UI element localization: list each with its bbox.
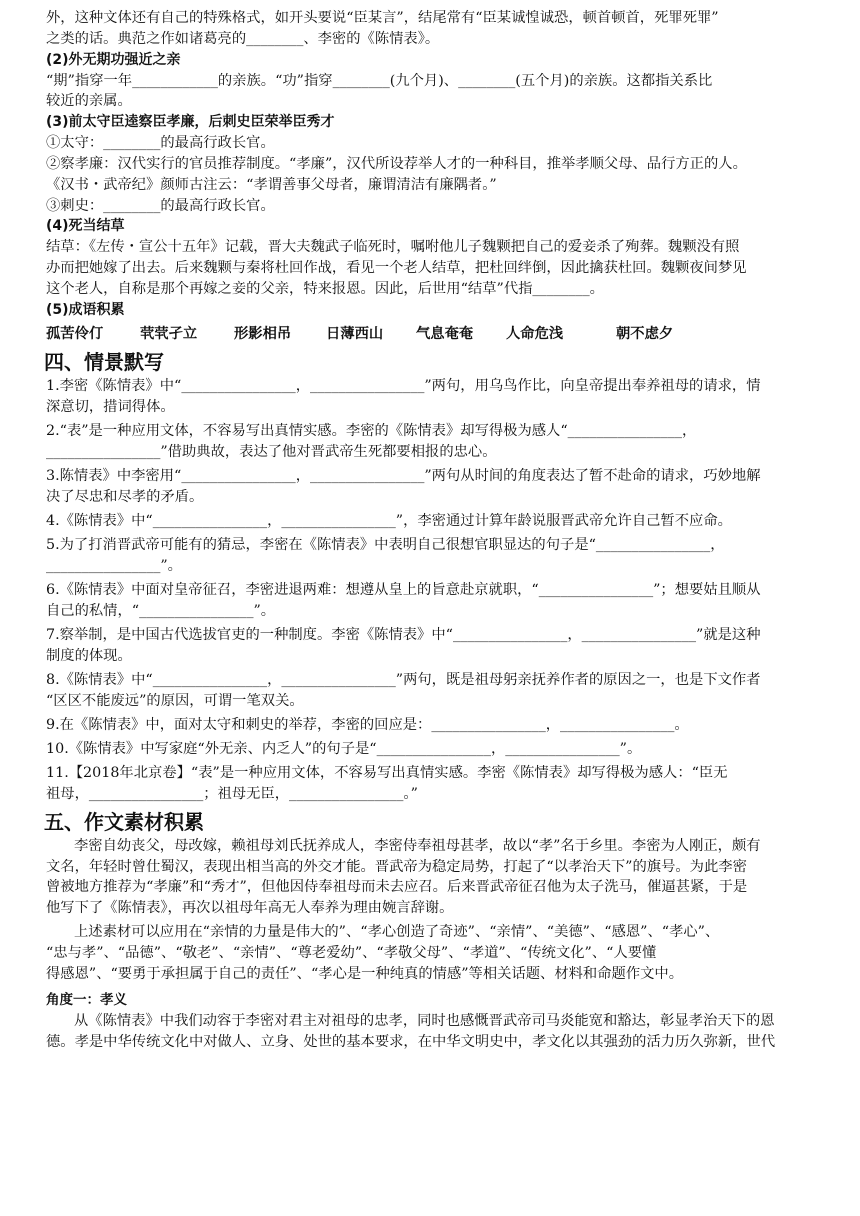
question-line: 深意切，措词得体。	[46, 398, 175, 415]
question-line: 8.《陈情表》中“________________，________________”两句，既是祖母躬亲抚养作者的原因之一，也是下文作者	[46, 671, 761, 688]
question-line: ________________”借助典故，表达了他对晋武帝生死都要相报的忠心。	[46, 443, 497, 460]
text-line: 德。孝是中华传统文化中对做人、立身、处世的基本要求，在中华文明史中，孝文化以其强劲的活力历久弥新，世代	[46, 1034, 776, 1051]
question-line: 6.《陈情表》中面对皇帝征召，李密进退两难：想遵从皇上的旨意赴京就职，“________________”；想要姑且顺从	[46, 581, 761, 598]
idiom: 人命危浅	[506, 325, 564, 342]
question-line: 祖母，________________；祖母无臣，________________。”	[46, 785, 418, 802]
text-line: 曾被地方推荐为“孝廉”和“秀才”，但他因侍奉祖母而未去应召。后来晋武帝征召他为太子洗马，催逼甚紧，于是	[46, 879, 748, 896]
subheading-5: (5)成语积累	[46, 301, 125, 318]
idiom: 形影相吊	[234, 325, 292, 342]
text-line: “期”指穿一年____________的亲族。“功”指穿________(九个月)、________(五个月)的亲族。这都指关系比	[46, 72, 713, 89]
paragraph-biao-format	[46, 8, 822, 50]
text-line: 他写下了《陈情表》，再次以祖母年高无人奉养为理由婉言辞谢。	[46, 900, 454, 917]
text-line: 结草：《左传・宣公十五年》记载，晋大夫魏武子临死时，嘱咐他儿子魏颗把自己的爱妾杀了殉葬。魏颗没有照	[46, 239, 740, 256]
question-line: ________________”。	[46, 557, 182, 574]
material-paragraph	[46, 836, 822, 919]
text-line: 文名，年轻时曾仕蜀汉，表现出相当高的外交才能。晋武帝为稳定局势，打起了“以孝治天下”的旗号。为此李密	[46, 858, 747, 875]
question-line: 10.《陈情表》中写家庭“外无亲、内乏人”的句子是“________________，________________”。	[46, 740, 642, 757]
question-line: 9.在《陈情表》中，面对太守和刺史的举荐，李密的回应是：________________，________________。	[46, 716, 689, 733]
text-line: 上述素材可以应用在“亲情的力量是伟大的”、“孝心创造了奇迹”、“亲情”、“美德”、“感恩”、“孝心”、	[74, 923, 720, 940]
dictation-questions	[46, 376, 822, 805]
question-line: 3.陈情表》中李密用“________________，________________”两句从时间的角度表达了暂不赴命的请求，巧妙地解	[46, 467, 761, 484]
text-line: 外，这种文体还有自己的特殊格式，如开头要说“臣某言”，结尾常有“臣某诚惶诚恐，顿首顿首，死罪死罪”	[46, 10, 719, 26]
question-line: 决了尽忠和尽孝的矛盾。	[46, 488, 204, 505]
angle-paragraph	[46, 1011, 822, 1053]
subheading-4: (4)死当结草	[46, 218, 125, 235]
text-line: ③刺史：________的最高行政长官。	[46, 197, 275, 214]
text-line: 得感恩”、“要勇于承担属于自己的责任”、“孝心是一种纯真的情感”等相关话题、材料和命题作文中。	[46, 965, 684, 982]
text-line: 李密自幼丧父，母改嫁，赖祖母刘氏抚养成人，李密侍奉祖母甚孝，故以“孝”名于乡里。李密为人刚正，颇有	[74, 837, 761, 854]
idiom: 日薄西山	[326, 325, 384, 342]
question-line: 1.李密《陈情表》中“________________，________________”两句，用乌鸟作比，向皇帝提出奉养祖母的请求，情	[46, 377, 761, 394]
question-line: “区区不能废远”的原因，可谓一笔双关。	[46, 692, 304, 709]
idiom: 气息奄奄	[416, 325, 474, 342]
question-line: 2.“表”是一种应用文体，不容易写出真情实感。李密的《陈情表》却写得极为感人“________________，	[46, 422, 697, 439]
idiom-list	[46, 321, 822, 347]
text-line: 这个老人，自称是那个再嫁之妾的父亲，特来报恩。因此，后世用“结草”代指________。	[46, 280, 604, 297]
text-line: 之类的话。典范之作如诸葛亮的________、李密的《陈情表》。	[46, 30, 440, 47]
idiom: 朝不虑夕	[616, 325, 674, 342]
idiom: 孤苦伶仃	[46, 325, 104, 342]
question-line: 制度的体现。	[46, 647, 132, 664]
question-line: 4.《陈情表》中“________________，________________”，李密通过计算年龄说服晋武帝允许自己暂不应命。	[46, 512, 732, 529]
section-heading-4: 四、情景默写	[44, 349, 164, 374]
text-line: “忠与孝”、“品德”、“敬老”、“亲情”、“尊老爱幼”、“孝敬父母”、“孝道”、“传统文化”、“人要懂	[46, 944, 657, 961]
text-line: ①太守：________的最高行政长官。	[46, 135, 275, 152]
idiom: 茕茕孑立	[140, 325, 198, 342]
angle-heading: 角度一：孝义	[46, 992, 127, 1009]
question-line: 自己的私情，“________________”。	[46, 602, 276, 619]
text-line: 从《陈情表》中我们动容于李密对君主对祖母的忠孝，同时也感慨晋武帝司马炎能宽和豁达，彰显孝治天下的恩	[74, 1013, 775, 1030]
question-line: 7.察举制，是中国古代选拔官吏的一种制度。李密《陈情表》中“________________，________________”就是这种	[46, 626, 761, 643]
question-line: 5.为了打消晋武帝可能有的猜忌，李密在《陈情表》中表明自己很想官职显达的句子是“________________，	[46, 536, 725, 553]
subheading-3: (3)前太守臣逵察臣孝廉，后刺史臣荣举臣秀才	[46, 114, 335, 131]
usage-paragraph	[46, 922, 822, 984]
subheading-2: (2)外无期功强近之亲	[46, 51, 181, 68]
text-line: 较近的亲属。	[46, 93, 132, 110]
text-line: 办而把她嫁了出去。后来魏颗与秦将杜回作战，看见一个老人结草，把杜回绊倒，因此擒获杜回。魏颗夜间梦见	[46, 260, 747, 277]
text-line: 《汉书・武帝纪》颜师古注云：“孝谓善事父母者，廉谓清洁有廉隅者。”	[46, 176, 497, 193]
question-line: 11.【2018年北京卷】“表”是一种应用文体，不容易写出真情实感。李密《陈情表》却写得极为感人：“臣无	[46, 764, 728, 781]
text-line: ②察孝廉：汉代实行的官员推荐制度。“孝廉”，汉代所设荐举人才的一种科目，推举孝顺父母、品行方正的人。	[46, 155, 747, 172]
section-heading-5: 五、作文素材积累	[44, 809, 204, 834]
